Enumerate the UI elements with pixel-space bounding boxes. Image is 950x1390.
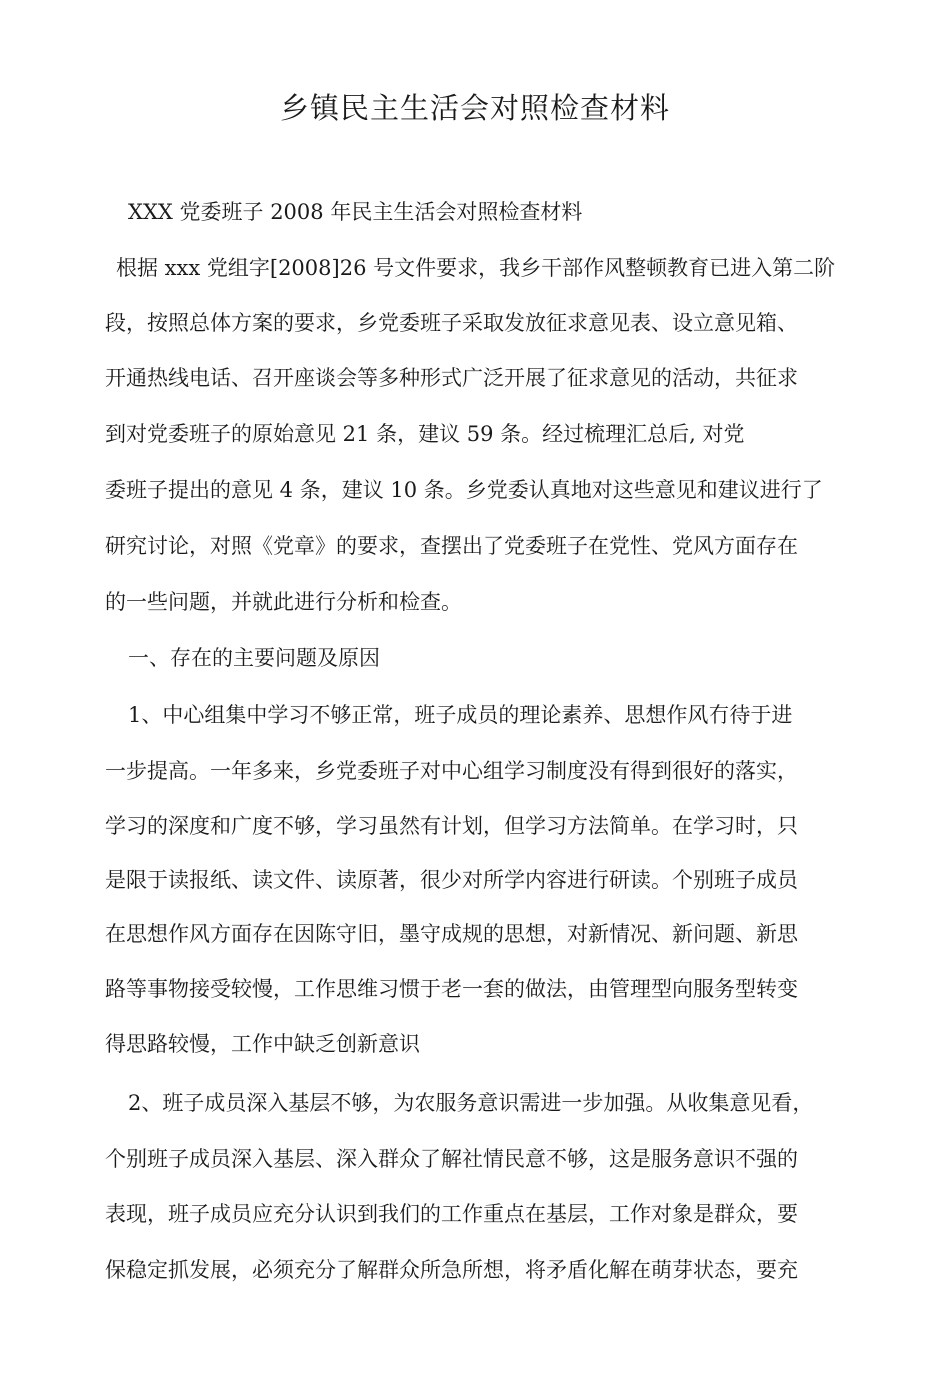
doc-line: 段，按照总体方案的要求，乡党委班子采取发放征求意见表、设立意见箱、 [105, 311, 798, 335]
doc-line: 研究讨论，对照《党章》的要求，查摆出了党委班子在党性、党风方面存在 [105, 534, 798, 558]
doc-line: 根据 xxx 党组字[2008]26 号文件要求，我乡干部作风整顿教育已进入第二阶 [116, 256, 836, 280]
doc-line: 学习的深度和广度不够，学习虽然有计划，但学习方法简单。在学习时，只 [105, 814, 798, 838]
doc-line: 的一些问题，并就此进行分析和检查。 [105, 590, 462, 614]
doc-line: 1、中心组集中学习不够正常，班子成员的理论素养、思想作风冇待于进 [128, 703, 793, 727]
doc-line-subtitle: XXX 党委班子 2008 年民主生活会对照检查材料 [128, 200, 583, 224]
section-heading: 一、存在的主要问题及原因 [128, 646, 380, 670]
doc-line: 一步提高。一年多来，乡党委班子对中心组学习制度没有得到很好的落实， [105, 759, 798, 783]
doc-line: 路等事物接受较慢，工作思维习惯于老一套的做法，由管理型向服务型转变 [105, 977, 798, 1001]
doc-line: 到对党委班子的原始意见 21 条，建议 59 条。经过梳理汇总后, 对党 [105, 422, 745, 446]
doc-line: 是限于读报纸、读文件、读原著，很少对所学内容进行研读。个别班子成员 [105, 868, 798, 892]
doc-line: 在思想作风方面存在因陈守旧，墨守成规的思想，对新情况、新问题、新思 [105, 922, 798, 946]
doc-line: 2、班子成员深入基层不够，为农服务意识需进一步加强。从收集意见看， [128, 1091, 814, 1115]
doc-line: 个别班子成员深入基层、深入群众了解社情民意不够，这是服务意识不强的 [105, 1147, 798, 1171]
doc-line: 得思路较慢，工作中缺乏创新意识 [105, 1032, 420, 1056]
doc-line: 保稳定抓发展，必须充分了解群众所急所想，将矛盾化解在萌芽状态，要充 [105, 1258, 798, 1282]
document-title: 乡镇民主生活会对照检查材料 [279, 91, 670, 125]
doc-line: 表现，班子成员应充分认识到我们的工作重点在基层，工作对象是群众，要 [105, 1202, 798, 1226]
doc-line: 委班子提出的意见 4 条，建议 10 条。乡党委认真地对这些意见和建议进行了 [105, 478, 823, 502]
doc-line: 开通热线电话、召开座谈会等多种形式广泛开展了征求意见的活动，共征求 [105, 366, 798, 390]
